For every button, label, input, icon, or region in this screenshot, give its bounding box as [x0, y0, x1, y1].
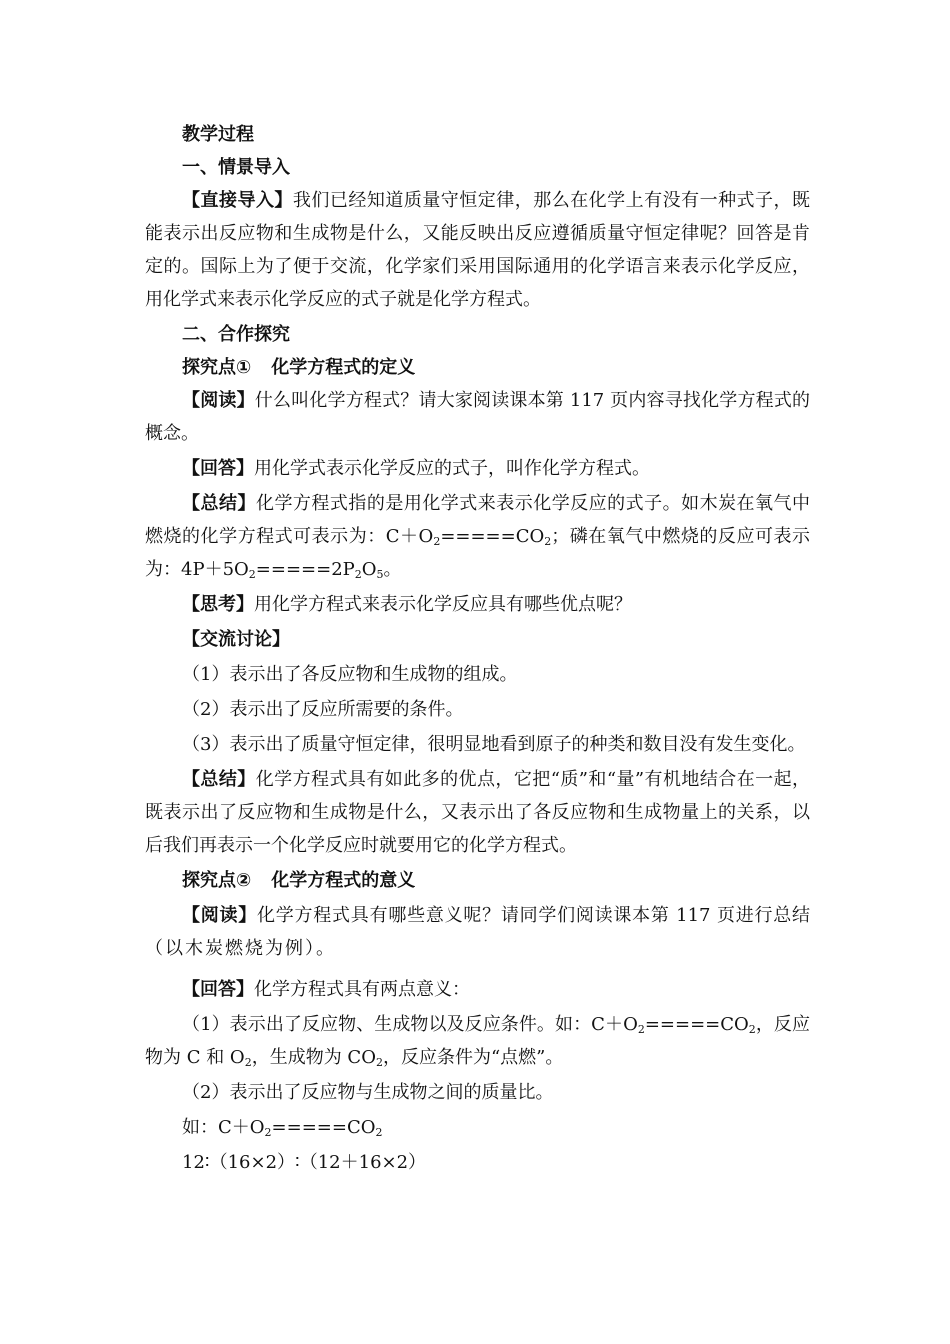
read-paragraph-2: 【阅读】化学方程式具有哪些意义呢？请同学们阅读课本第 117 页进行总结（以木炭燃烧为例）。	[145, 905, 810, 959]
think-tag: 【思考】	[182, 594, 254, 615]
discussion-item-1: （1）表示出了各反应物和生成物的组成。	[182, 664, 518, 685]
direct-intro-tag: 【直接导入】	[182, 190, 293, 211]
summary-tag: 【总结】	[182, 769, 256, 790]
intro-paragraph: 【直接导入】我们已经知道质量守恒定律，那么在化学上有没有一种式子，既能表示出反应物和生成物是什么，又能反映出反应遵循质量守恒定律呢？回答是肯定的。国际上为了便于交流，化学家们采用国际通用的化学语言来表示化学反应，用化学式来表示化学反应的式子就是化学方程式。	[145, 190, 811, 310]
discussion-item-3: （3）表示出了质量守恒定律，很明显地看到原子的种类和数目没有发生变化。	[182, 734, 806, 755]
think-paragraph: 【思考】用化学方程式来表示化学反应具有哪些优点呢？	[182, 594, 632, 615]
meaning-item-1: （1）表示出了反应物、生成物以及反应条件。如：$C+O_2=====CO_2$，反应物为 C 和 $O_2$，生成物为 $CO_2$，反应条件为“点燃”。	[145, 1014, 811, 1069]
answer-paragraph-1: 【回答】用化学式表示化学反应的式子，叫作化学方程式。	[182, 458, 650, 479]
answer-tag: 【回答】	[182, 458, 254, 479]
lesson-content	[145, 118, 810, 1179]
summary-paragraph-2: 【总结】化学方程式具有如此多的优点，它把“质”和“量”有机地结合在一起，既表示出了反应物和生成物是什么，又表示出了各反应物和生成物量上的关系，以后我们再表示一个化学反应时就要用它的化学方程式。	[145, 769, 811, 856]
example-equation: 如：$C+O_2=====CO_2$	[182, 1117, 383, 1139]
inquiry-point-2-heading: 探究点② 化学方程式的意义	[182, 870, 416, 891]
summary-tag: 【总结】	[182, 493, 256, 514]
discussion-item-2: （2）表示出了反应所需要的条件。	[182, 699, 464, 720]
summary-paragraph-1: 【总结】化学方程式指的是用化学式来表示化学反应的式子。如木炭在氧气中燃烧的化学方程式可表示为：$C+O_2=====CO_2$；磷在氧气中燃烧的反应可表示为：$4P+5O_2=====2P_2O_5$。	[145, 493, 811, 581]
lesson-title: 教学过程	[182, 124, 254, 145]
answer-paragraph-2: 【回答】化学方程式具有两点意义：	[182, 979, 470, 1000]
mass-ratio-line: 12∶（16×2）∶（12＋16×2）	[182, 1152, 427, 1173]
read-paragraph-1: 【阅读】什么叫化学方程式？请大家阅读课本第 117 页内容寻找化学方程式的概念。	[145, 390, 811, 444]
section-heading-introduction: 一、情景导入	[182, 157, 290, 178]
meaning-item-2: （2）表示出了反应物与生成物之间的质量比。	[182, 1082, 554, 1103]
discussion-heading: 【交流讨论】	[182, 629, 290, 650]
section-heading-cooperative-inquiry: 二、合作探究	[182, 324, 290, 345]
read-tag: 【阅读】	[182, 390, 255, 411]
inquiry-point-1-heading: 探究点① 化学方程式的定义	[182, 357, 416, 378]
answer-tag: 【回答】	[182, 979, 254, 1000]
read-tag: 【阅读】	[182, 905, 258, 926]
